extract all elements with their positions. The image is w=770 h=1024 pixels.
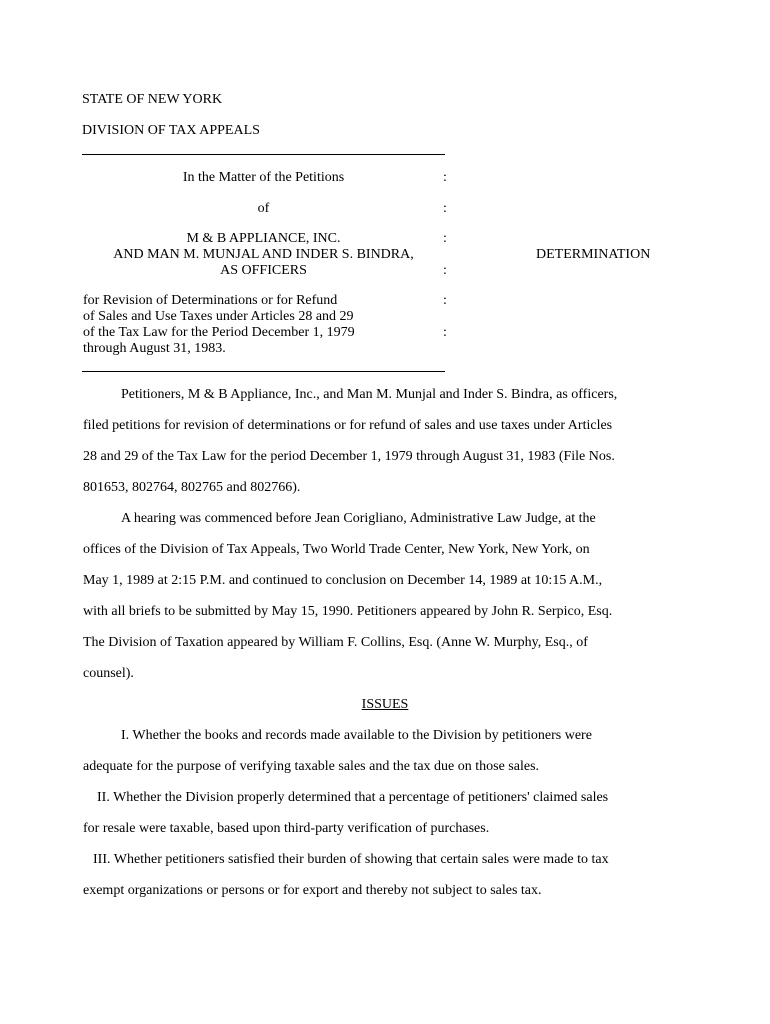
caption-colon-2: :	[443, 201, 447, 216]
caption-purpose-line-3: of the Tax Law for the Period December 1, 1979	[83, 325, 355, 340]
caption-petitioner-line-3: AS OFFICERS	[220, 263, 307, 278]
paragraph-2-line-1: A hearing was commenced before Jean Corigliano, Administrative Law Judge, at the	[121, 511, 596, 526]
paragraph-2-line-4: with all briefs to be submitted by May 15, 1990. Petitioners appeared by John R. Serpico, Esq.	[83, 604, 613, 619]
caption-bottom-rule	[82, 371, 445, 372]
division-heading: DIVISION OF TAX APPEALS	[82, 123, 260, 138]
paragraph-1-line-2: filed petitions for revision of determinations or for refund of sales and use taxes under Articles	[83, 418, 613, 433]
paragraph-2-line-2: offices of the Division of Tax Appeals, Two World Trade Center, New York, New York, on	[83, 542, 590, 557]
issue-1-line-1: I. Whether the books and records made available to the Division by petitioners were	[121, 728, 592, 743]
issue-3-line-1: III. Whether petitioners satisfied their burden of showing that certain sales were made to tax	[93, 852, 609, 867]
caption-purpose	[83, 293, 355, 357]
issue-2-line-1: II. Whether the Division properly determined that a percentage of petitioners' claimed sales	[97, 790, 609, 805]
caption-top-rule	[82, 154, 445, 155]
issues-heading: ISSUES	[361, 697, 409, 712]
issue-3-line-2: exempt organizations or persons or for export and thereby not subject to sales tax.	[83, 883, 542, 898]
issue-1-line-2: adequate for the purpose of verifying taxable sales and the tax due on those sales.	[83, 759, 540, 774]
paragraph-1-line-4: 801653, 802764, 802765 and 802766).	[83, 480, 301, 495]
paragraph-1-line-1: Petitioners, M & B Appliance, Inc., and Man M. Munjal and Inder S. Bindra, as officers,	[121, 387, 618, 402]
caption-of: of	[257, 201, 270, 216]
caption-petitioner-line-2: AND MAN M. MUNJAL AND INDER S. BINDRA,	[113, 247, 414, 262]
issue-2-line-2: for resale were taxable, based upon third-party verification of purchases.	[83, 821, 490, 836]
caption-purpose-line-1: for Revision of Determinations or for Refund	[83, 293, 338, 308]
document-title: DETERMINATION	[536, 247, 651, 262]
paragraph-2-line-6: counsel).	[83, 666, 134, 681]
caption-colon-4: :	[443, 263, 447, 278]
caption-colon-6: :	[443, 325, 447, 340]
caption-colon-1: :	[443, 170, 447, 185]
paragraph-2-line-5: The Division of Taxation appeared by William F. Collins, Esq. (Anne W. Murphy, Esq., of	[83, 635, 588, 650]
caption-purpose-line-4: through August 31, 1983.	[83, 341, 226, 356]
paragraph-1-line-3: 28 and 29 of the Tax Law for the period December 1, 1979 through August 31, 1983 (File Nos.	[83, 449, 615, 464]
caption-petitioner-line-1: M & B APPLIANCE, INC.	[186, 231, 341, 246]
state-heading: STATE OF NEW YORK	[82, 92, 223, 107]
caption-purpose-line-2: of Sales and Use Taxes under Articles 28 and 29	[83, 309, 354, 324]
caption-colon-3: :	[443, 231, 447, 246]
paragraph-2-line-3: May 1, 1989 at 2:15 P.M. and continued to conclusion on December 14, 1989 at 10:15 A.M.,	[83, 573, 603, 588]
caption-matter: In the Matter of the Petitions	[182, 170, 345, 185]
caption-colon-5: :	[443, 293, 447, 308]
